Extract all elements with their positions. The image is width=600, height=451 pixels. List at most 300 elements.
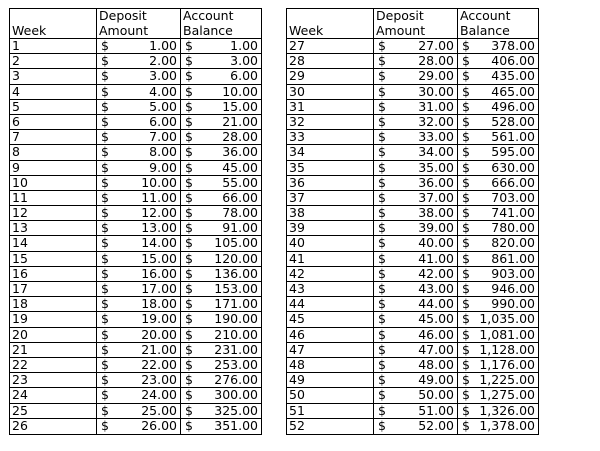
currency-symbol: $ [378,418,386,433]
week-cells [287,39,373,434]
deposit-value: 17.00 [141,282,177,296]
week-cell: 9 [10,161,96,176]
balance-value: 703.00 [491,190,535,205]
deposit-value: 28.00 [418,54,454,69]
balance-cell [458,267,538,282]
deposit-cell [374,115,457,130]
balance-cell [181,236,261,251]
currency-symbol: $ [101,312,109,327]
week-cell: 21 [10,343,96,358]
week-cell: 41 [287,252,373,267]
week-cell: 38 [287,206,373,221]
deposit-value: 22.00 [141,357,177,372]
week-cell: 5 [10,100,96,115]
deposit-value: 16.00 [141,266,177,281]
deposit-cell [374,69,457,84]
deposit-cell [374,206,457,221]
currency-symbol: $ [462,145,470,160]
deposit-cell [374,161,457,176]
deposit-value: 20.00 [141,327,177,342]
deposit-cell [97,388,180,403]
deposit-cell [374,54,457,69]
currency-symbol: $ [462,221,470,236]
currency-symbol: $ [185,312,193,327]
balance-value: 1,225.00 [479,373,535,388]
currency-symbol: $ [101,190,109,205]
balance-cell [181,297,261,312]
deposit-value: 33.00 [418,130,454,145]
currency-symbol: $ [378,160,386,175]
balance-value: 231.00 [214,342,258,357]
deposit-header [97,9,180,39]
balance-cell [458,85,538,100]
balance-value: 300.00 [214,388,258,403]
balance-cell [458,221,538,236]
balance-value: 1,326.00 [479,403,535,418]
deposit-value: 34.00 [418,145,454,160]
deposit-value: 12.00 [141,206,177,221]
balance-cell [181,221,261,236]
currency-symbol: $ [462,403,470,418]
deposit-cell [97,69,180,84]
currency-symbol: $ [378,206,386,221]
deposit-cell [374,100,457,115]
deposit-value: 36.00 [418,175,454,190]
deposit-value: 45.00 [418,312,454,327]
deposit-value: 52.00 [418,418,454,433]
currency-symbol: $ [185,84,193,99]
balance-cell [181,343,261,358]
deposit-value: 49.00 [418,373,454,388]
currency-symbol: $ [101,175,109,190]
balance-value: 1,035.00 [479,312,535,327]
balance-cell [181,161,261,176]
balance-cell [181,69,261,84]
deposit-value: 25.00 [141,403,177,418]
week-cell: 30 [287,85,373,100]
currency-symbol: $ [101,266,109,281]
balance-cell [181,115,261,130]
deposit-value: 48.00 [418,357,454,372]
balance-cell [458,236,538,251]
balance-cell [181,130,261,145]
currency-symbol: $ [378,388,386,403]
deposit-cell [374,191,457,206]
balance-cell [458,312,538,327]
week-cell: 32 [287,115,373,130]
week-cell: 11 [10,191,96,206]
currency-symbol: $ [185,357,193,372]
balance-value: 136.00 [214,266,258,281]
currency-symbol: $ [185,130,193,145]
currency-symbol: $ [462,357,470,372]
currency-symbol: $ [378,190,386,205]
balance-value: 6.00 [230,69,258,84]
balance-value: 78.00 [222,206,258,221]
currency-symbol: $ [462,312,470,327]
deposit-value: 32.00 [418,114,454,129]
currency-symbol: $ [378,175,386,190]
currency-symbol: $ [185,39,193,53]
currency-symbol: $ [101,297,109,312]
deposit-value: 10.00 [141,175,177,190]
week-header: Week [287,9,373,39]
deposit-cell [97,115,180,130]
balance-cell [458,373,538,388]
week-cell: 1 [10,39,96,54]
week-cell: 23 [10,373,96,388]
week-cell: 40 [287,236,373,251]
currency-symbol: $ [185,114,193,129]
balance-cell [458,100,538,115]
balance-value: 325.00 [214,403,258,418]
deposit-value: 13.00 [141,221,177,236]
deposit-cell [97,85,180,100]
deposit-cell [374,39,457,54]
week-cell: 15 [10,252,96,267]
balance-value: 253.00 [214,357,258,372]
currency-symbol: $ [378,54,386,69]
balance-value: 990.00 [491,297,535,312]
deposit-value: 37.00 [418,190,454,205]
deposit-cell [97,145,180,160]
deposit-value: 51.00 [418,403,454,418]
deposit-cell [97,343,180,358]
balance-cell [181,252,261,267]
currency-symbol: $ [378,84,386,99]
currency-symbol: $ [462,206,470,221]
deposit-cell [97,39,180,54]
currency-symbol: $ [101,373,109,388]
week-cell: 17 [10,282,96,297]
balance-value: 153.00 [214,282,258,296]
deposit-cell [374,328,457,343]
week-cell: 24 [10,388,96,403]
deposit-value: 42.00 [418,266,454,281]
balance-cell [458,39,538,54]
balance-cell [181,176,261,191]
currency-symbol: $ [101,342,109,357]
deposit-cell [374,343,457,358]
currency-symbol: $ [185,418,193,433]
balance-cell [181,282,261,297]
deposit-cell [97,358,180,373]
balance-value: 595.00 [491,145,535,160]
deposit-value: 46.00 [418,327,454,342]
balance-cell [458,145,538,160]
deposit-cell [374,85,457,100]
deposit-cell [97,404,180,419]
deposit-value: 11.00 [141,190,177,205]
currency-symbol: $ [185,236,193,251]
week-cells [10,39,96,434]
week-cell: 29 [287,69,373,84]
week-cell: 2 [10,54,96,69]
deposit-cell [97,267,180,282]
week-cell: 36 [287,176,373,191]
deposit-header-line2: Amount [376,22,426,38]
balance-cell [181,388,261,403]
balance-value: 1,081.00 [479,327,535,342]
deposit-value: 14.00 [141,236,177,251]
currency-symbol: $ [378,221,386,236]
week-cell: 27 [287,39,373,54]
balance-cell [181,191,261,206]
deposit-value: 7.00 [149,130,177,145]
week-cell: 34 [287,145,373,160]
currency-symbol: $ [185,388,193,403]
week-cell: 8 [10,145,96,160]
balance-cell [458,176,538,191]
savings-table-left [9,8,262,435]
currency-symbol: $ [462,160,470,175]
balance-cells [181,39,261,434]
week-cell: 16 [10,267,96,282]
currency-symbol: $ [462,69,470,84]
currency-symbol: $ [101,39,109,53]
balance-value: 666.00 [491,175,535,190]
balance-header [458,9,538,39]
deposit-value: 27.00 [418,39,454,53]
balance-value: 15.00 [222,99,258,114]
deposit-value: 9.00 [149,160,177,175]
balance-value: 435.00 [491,69,535,84]
balance-value: 820.00 [491,236,535,251]
balance-cell [181,100,261,115]
balance-cell [181,419,261,434]
deposit-cell [374,404,457,419]
deposit-value: 18.00 [141,297,177,312]
balance-value: 210.00 [214,327,258,342]
deposit-cell [97,282,180,297]
balance-value: 3.00 [230,54,258,69]
deposit-header-line1: Deposit [99,9,147,23]
currency-symbol: $ [185,282,193,296]
balance-header [181,9,261,39]
currency-symbol: $ [462,418,470,433]
currency-symbol: $ [462,39,470,53]
balance-cell [458,343,538,358]
currency-symbol: $ [101,357,109,372]
deposit-cell [374,388,457,403]
balance-value: 55.00 [222,175,258,190]
deposit-cell [97,100,180,115]
deposit-header-line2: Amount [99,22,149,38]
deposit-cell [374,236,457,251]
deposit-cell [97,161,180,176]
week-cell: 46 [287,328,373,343]
currency-symbol: $ [101,206,109,221]
balance-column [458,9,539,434]
week-column [9,9,97,434]
balance-value: 465.00 [491,84,535,99]
balance-cell [181,328,261,343]
balance-header-line1: Account [460,9,511,23]
balance-value: 91.00 [222,221,258,236]
week-cell: 22 [10,358,96,373]
currency-symbol: $ [101,403,109,418]
deposit-cell [97,191,180,206]
deposit-cell [97,130,180,145]
deposit-header [374,9,457,39]
deposit-cell [374,312,457,327]
deposit-value: 21.00 [141,342,177,357]
balance-cell [181,404,261,419]
currency-symbol: $ [462,327,470,342]
balance-column [181,9,262,434]
deposit-cell [97,252,180,267]
currency-symbol: $ [462,251,470,266]
deposit-cell [97,236,180,251]
deposit-column [374,9,458,434]
week-cell: 14 [10,236,96,251]
balance-value: 528.00 [491,114,535,129]
deposit-value: 47.00 [418,342,454,357]
deposit-value: 39.00 [418,221,454,236]
balance-header-line1: Account [183,9,234,23]
balance-cell [458,419,538,434]
balance-cell [458,388,538,403]
week-cell: 43 [287,282,373,297]
deposit-cell [374,267,457,282]
currency-symbol: $ [101,84,109,99]
balance-cell [458,358,538,373]
currency-symbol: $ [101,69,109,84]
currency-symbol: $ [378,236,386,251]
currency-symbol: $ [462,114,470,129]
week-cell: 3 [10,69,96,84]
week-cell: 50 [287,388,373,403]
deposit-value: 35.00 [418,160,454,175]
deposit-value: 41.00 [418,251,454,266]
deposit-cell [97,54,180,69]
balance-value: 276.00 [214,373,258,388]
week-cell: 31 [287,100,373,115]
currency-symbol: $ [101,221,109,236]
balance-cell [181,373,261,388]
deposit-cell [374,297,457,312]
currency-symbol: $ [185,175,193,190]
currency-symbol: $ [378,39,386,53]
currency-symbol: $ [462,388,470,403]
currency-symbol: $ [101,54,109,69]
currency-symbol: $ [378,145,386,160]
week-cell: 6 [10,115,96,130]
week-cell: 45 [287,312,373,327]
deposit-value: 19.00 [141,312,177,327]
currency-symbol: $ [185,403,193,418]
currency-symbol: $ [378,282,386,296]
currency-symbol: $ [462,373,470,388]
deposit-value: 4.00 [149,84,177,99]
week-cell: 42 [287,267,373,282]
balance-value: 66.00 [222,190,258,205]
currency-symbol: $ [185,145,193,160]
week-cell: 25 [10,404,96,419]
deposit-cell [374,373,457,388]
currency-symbol: $ [462,297,470,312]
week-cell: 4 [10,85,96,100]
week-header: Week [10,9,96,39]
currency-symbol: $ [101,145,109,160]
deposit-value: 26.00 [141,418,177,433]
deposit-cell [374,176,457,191]
balance-value: 1,176.00 [479,357,535,372]
currency-symbol: $ [378,266,386,281]
week-cell: 49 [287,373,373,388]
balance-value: 1,128.00 [479,342,535,357]
week-cell: 28 [287,54,373,69]
week-cell: 20 [10,328,96,343]
balance-value: 190.00 [214,312,258,327]
week-cell: 33 [287,130,373,145]
currency-symbol: $ [185,69,193,84]
balance-value: 378.00 [491,39,535,53]
balance-cell [181,312,261,327]
balance-cell [181,206,261,221]
week-cell: 13 [10,221,96,236]
balance-value: 946.00 [491,282,535,296]
currency-symbol: $ [462,282,470,296]
balance-cell [458,404,538,419]
balance-value: 496.00 [491,99,535,114]
currency-symbol: $ [185,297,193,312]
balance-cell [181,39,261,54]
deposit-cell [97,312,180,327]
deposit-cell [374,358,457,373]
currency-symbol: $ [378,403,386,418]
currency-symbol: $ [185,221,193,236]
week-cell: 10 [10,176,96,191]
week-cell: 35 [287,161,373,176]
week-cell: 37 [287,191,373,206]
currency-symbol: $ [462,266,470,281]
currency-symbol: $ [185,373,193,388]
deposit-value: 3.00 [149,69,177,84]
currency-symbol: $ [101,251,109,266]
balance-value: 21.00 [222,114,258,129]
week-cell: 7 [10,130,96,145]
balance-value: 171.00 [214,297,258,312]
balance-value: 1,378.00 [479,418,535,433]
currency-symbol: $ [378,373,386,388]
balance-value: 105.00 [214,236,258,251]
week-cell: 12 [10,206,96,221]
balance-cell [458,328,538,343]
balance-value: 36.00 [222,145,258,160]
week-cell: 48 [287,358,373,373]
deposit-value: 5.00 [149,99,177,114]
balance-cell [181,85,261,100]
currency-symbol: $ [101,160,109,175]
balance-value: 120.00 [214,251,258,266]
deposit-cell [97,297,180,312]
week-cell: 19 [10,312,96,327]
deposit-value: 29.00 [418,69,454,84]
deposit-cell [374,130,457,145]
balance-value: 561.00 [491,130,535,145]
balance-cell [181,54,261,69]
balance-value: 1,275.00 [479,388,535,403]
deposit-value: 15.00 [141,251,177,266]
deposit-cell [97,176,180,191]
deposit-column [97,9,181,434]
week-cell: 51 [287,404,373,419]
currency-symbol: $ [462,84,470,99]
balance-value: 10.00 [222,84,258,99]
week-cell: 52 [289,418,305,433]
currency-symbol: $ [101,282,109,296]
